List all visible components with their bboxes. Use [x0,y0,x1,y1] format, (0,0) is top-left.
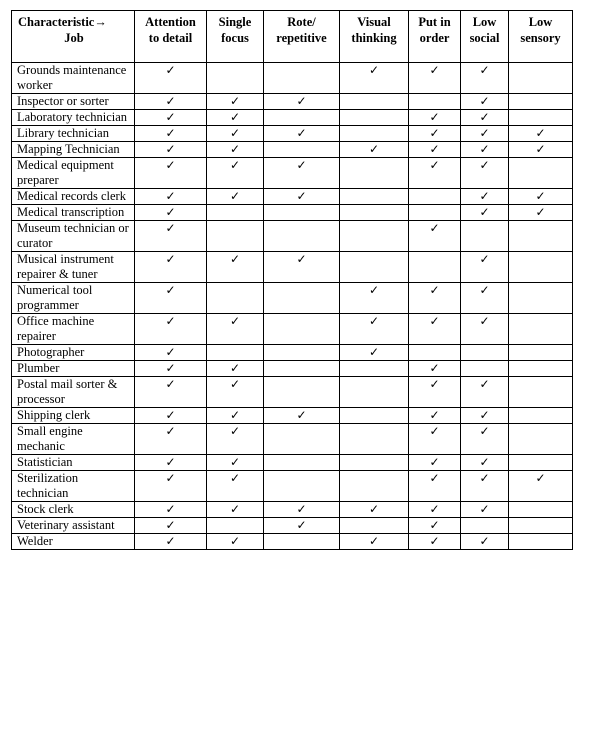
empty-cell [264,63,340,94]
check-mark-cell: ✓ [135,377,207,408]
check-mark-cell: ✓ [135,471,207,502]
empty-cell [461,361,509,377]
empty-cell [340,377,409,408]
check-mark-cell: ✓ [207,377,264,408]
job-characteristics-table [11,10,573,550]
check-mark-cell: ✓ [207,189,264,205]
check-mark-cell: ✓ [135,518,207,534]
check-mark-cell: ✓ [409,518,461,534]
empty-cell [509,158,573,189]
column-header-rote-repetitive: Rote/ repetitive [264,11,340,63]
check-mark-cell: ✓ [264,158,340,189]
empty-cell [509,221,573,252]
header-row [12,11,573,63]
column-header-single-focus: Single focus [207,11,264,63]
check-mark-cell: ✓ [461,377,509,408]
check-mark-cell: ✓ [340,502,409,518]
table-row [12,518,573,534]
check-mark-cell: ✓ [409,471,461,502]
check-mark-cell: ✓ [509,189,573,205]
empty-cell [509,502,573,518]
check-mark-cell: ✓ [135,361,207,377]
empty-cell [264,455,340,471]
empty-cell [207,63,264,94]
check-mark-cell: ✓ [461,63,509,94]
check-mark-cell: ✓ [409,126,461,142]
empty-cell [264,424,340,455]
empty-cell [509,252,573,283]
empty-cell [264,361,340,377]
check-mark-cell: ✓ [461,110,509,126]
table-row [12,94,573,110]
check-mark-cell: ✓ [207,126,264,142]
empty-cell [509,110,573,126]
table-row [12,252,573,283]
job-name-cell: Inspector or sorter [12,94,135,110]
empty-cell [509,534,573,550]
job-name-cell: Grounds maintenance worker [12,63,135,94]
table-row [12,283,573,314]
job-name-cell: Library technician [12,126,135,142]
check-mark-cell: ✓ [135,63,207,94]
empty-cell [207,518,264,534]
empty-cell [509,377,573,408]
empty-cell [340,158,409,189]
job-name-cell: Museum technician or curator [12,221,135,252]
empty-cell [340,518,409,534]
check-mark-cell: ✓ [461,252,509,283]
empty-cell [264,283,340,314]
job-name-cell: Medical records clerk [12,189,135,205]
empty-cell [509,361,573,377]
empty-cell [264,471,340,502]
check-mark-cell: ✓ [509,142,573,158]
check-mark-cell: ✓ [409,502,461,518]
check-mark-cell: ✓ [340,63,409,94]
check-mark-cell: ✓ [135,205,207,221]
check-mark-cell: ✓ [135,502,207,518]
job-name-cell: Postal mail sorter & processor [12,377,135,408]
check-mark-cell: ✓ [509,205,573,221]
check-mark-cell: ✓ [207,471,264,502]
empty-cell [207,205,264,221]
table-row [12,455,573,471]
check-mark-cell: ✓ [135,345,207,361]
empty-cell [264,314,340,345]
empty-cell [207,345,264,361]
table-row [12,377,573,408]
check-mark-cell: ✓ [207,455,264,471]
check-mark-cell: ✓ [461,534,509,550]
table-row [12,110,573,126]
empty-cell [461,518,509,534]
job-name-cell: Numerical tool programmer [12,283,135,314]
empty-cell [340,471,409,502]
table-row [12,314,573,345]
check-mark-cell: ✓ [461,142,509,158]
job-name-cell: Laboratory technician [12,110,135,126]
check-mark-cell: ✓ [409,283,461,314]
empty-cell [264,221,340,252]
check-mark-cell: ✓ [264,189,340,205]
empty-cell [340,205,409,221]
empty-cell [509,455,573,471]
check-mark-cell: ✓ [409,110,461,126]
check-mark-cell: ✓ [135,126,207,142]
check-mark-cell: ✓ [461,314,509,345]
job-name-cell: Medical transcription [12,205,135,221]
empty-cell [409,205,461,221]
check-mark-cell: ✓ [207,408,264,424]
empty-cell [207,283,264,314]
check-mark-cell: ✓ [207,534,264,550]
check-mark-cell: ✓ [135,455,207,471]
job-name-cell: Mapping Technician [12,142,135,158]
check-mark-cell: ✓ [409,408,461,424]
empty-cell [264,377,340,408]
check-mark-cell: ✓ [340,345,409,361]
check-mark-cell: ✓ [409,314,461,345]
column-header-put-in-order: Put in order [409,11,461,63]
check-mark-cell: ✓ [409,424,461,455]
check-mark-cell: ✓ [264,502,340,518]
check-mark-cell: ✓ [135,252,207,283]
empty-cell [340,408,409,424]
check-mark-cell: ✓ [135,221,207,252]
table-row [12,424,573,455]
job-name-cell: Small engine mechanic [12,424,135,455]
check-mark-cell: ✓ [461,158,509,189]
check-mark-cell: ✓ [409,158,461,189]
check-mark-cell: ✓ [264,408,340,424]
empty-cell [340,189,409,205]
check-mark-cell: ✓ [409,455,461,471]
job-name-cell: Plumber [12,361,135,377]
table-row [12,502,573,518]
check-mark-cell: ✓ [509,126,573,142]
check-mark-cell: ✓ [461,471,509,502]
job-name-cell: Shipping clerk [12,408,135,424]
check-mark-cell: ✓ [409,142,461,158]
empty-cell [340,361,409,377]
table-row [12,345,573,361]
check-mark-cell: ✓ [135,534,207,550]
table-body [12,63,573,550]
job-name-cell: Veterinary assistant [12,518,135,534]
check-mark-cell: ✓ [135,424,207,455]
check-mark-cell: ✓ [340,283,409,314]
column-header-attention: Attention to detail [135,11,207,63]
check-mark-cell: ✓ [207,361,264,377]
check-mark-cell: ✓ [461,189,509,205]
empty-cell [509,94,573,110]
characteristic-label: Characteristic→ [18,15,107,29]
empty-cell [340,455,409,471]
check-mark-cell: ✓ [207,252,264,283]
check-mark-cell: ✓ [461,205,509,221]
check-mark-cell: ✓ [409,377,461,408]
table-row [12,189,573,205]
table-row [12,471,573,502]
empty-cell [340,126,409,142]
empty-cell [509,518,573,534]
check-mark-cell: ✓ [135,94,207,110]
column-header-visual-thinking: Visual thinking [340,11,409,63]
table-row [12,361,573,377]
check-mark-cell: ✓ [135,408,207,424]
empty-cell [340,221,409,252]
check-mark-cell: ✓ [207,94,264,110]
job-label: Job [64,31,84,45]
check-mark-cell: ✓ [207,502,264,518]
check-mark-cell: ✓ [409,221,461,252]
check-mark-cell: ✓ [461,94,509,110]
empty-cell [509,408,573,424]
table-row [12,221,573,252]
empty-cell [509,63,573,94]
check-mark-cell: ✓ [409,534,461,550]
job-name-cell: Medical equipment preparer [12,158,135,189]
job-name-cell: Stock clerk [12,502,135,518]
job-name-cell: Office machine repairer [12,314,135,345]
column-header-low-sensory: Low sensory [509,11,573,63]
empty-cell [340,252,409,283]
check-mark-cell: ✓ [461,424,509,455]
check-mark-cell: ✓ [135,283,207,314]
check-mark-cell: ✓ [509,471,573,502]
job-name-cell: Statistician [12,455,135,471]
empty-cell [340,110,409,126]
empty-cell [340,424,409,455]
empty-cell [509,283,573,314]
empty-cell [461,221,509,252]
empty-cell [409,94,461,110]
check-mark-cell: ✓ [340,142,409,158]
empty-cell [409,252,461,283]
empty-cell [264,110,340,126]
job-name-cell: Photographer [12,345,135,361]
job-name-cell: Sterilization technician [12,471,135,502]
empty-cell [207,221,264,252]
check-mark-cell: ✓ [461,502,509,518]
table-row [12,408,573,424]
check-mark-cell: ✓ [264,94,340,110]
check-mark-cell: ✓ [264,252,340,283]
empty-cell [509,345,573,361]
check-mark-cell: ✓ [135,189,207,205]
table-row [12,534,573,550]
empty-cell [409,345,461,361]
empty-cell [461,345,509,361]
check-mark-cell: ✓ [409,361,461,377]
check-mark-cell: ✓ [207,314,264,345]
check-mark-cell: ✓ [409,63,461,94]
table-row [12,142,573,158]
empty-cell [264,205,340,221]
check-mark-cell: ✓ [135,158,207,189]
empty-cell [264,534,340,550]
check-mark-cell: ✓ [135,314,207,345]
job-name-cell: Musical instrument repairer & tuner [12,252,135,283]
check-mark-cell: ✓ [461,455,509,471]
check-mark-cell: ✓ [135,110,207,126]
check-mark-cell: ✓ [264,518,340,534]
check-mark-cell: ✓ [135,142,207,158]
check-mark-cell: ✓ [207,142,264,158]
table-row [12,205,573,221]
check-mark-cell: ✓ [461,126,509,142]
empty-cell [264,142,340,158]
empty-cell [264,345,340,361]
check-mark-cell: ✓ [207,424,264,455]
check-mark-cell: ✓ [264,126,340,142]
corner-header-cell [12,11,135,63]
check-mark-cell: ✓ [461,283,509,314]
check-mark-cell: ✓ [340,314,409,345]
job-name-cell: Welder [12,534,135,550]
table-row [12,158,573,189]
empty-cell [409,189,461,205]
table-row [12,63,573,94]
column-header-low-social: Low social [461,11,509,63]
check-mark-cell: ✓ [340,534,409,550]
empty-cell [340,94,409,110]
check-mark-cell: ✓ [207,110,264,126]
empty-cell [509,424,573,455]
check-mark-cell: ✓ [207,158,264,189]
table-row [12,126,573,142]
empty-cell [509,314,573,345]
check-mark-cell: ✓ [461,408,509,424]
